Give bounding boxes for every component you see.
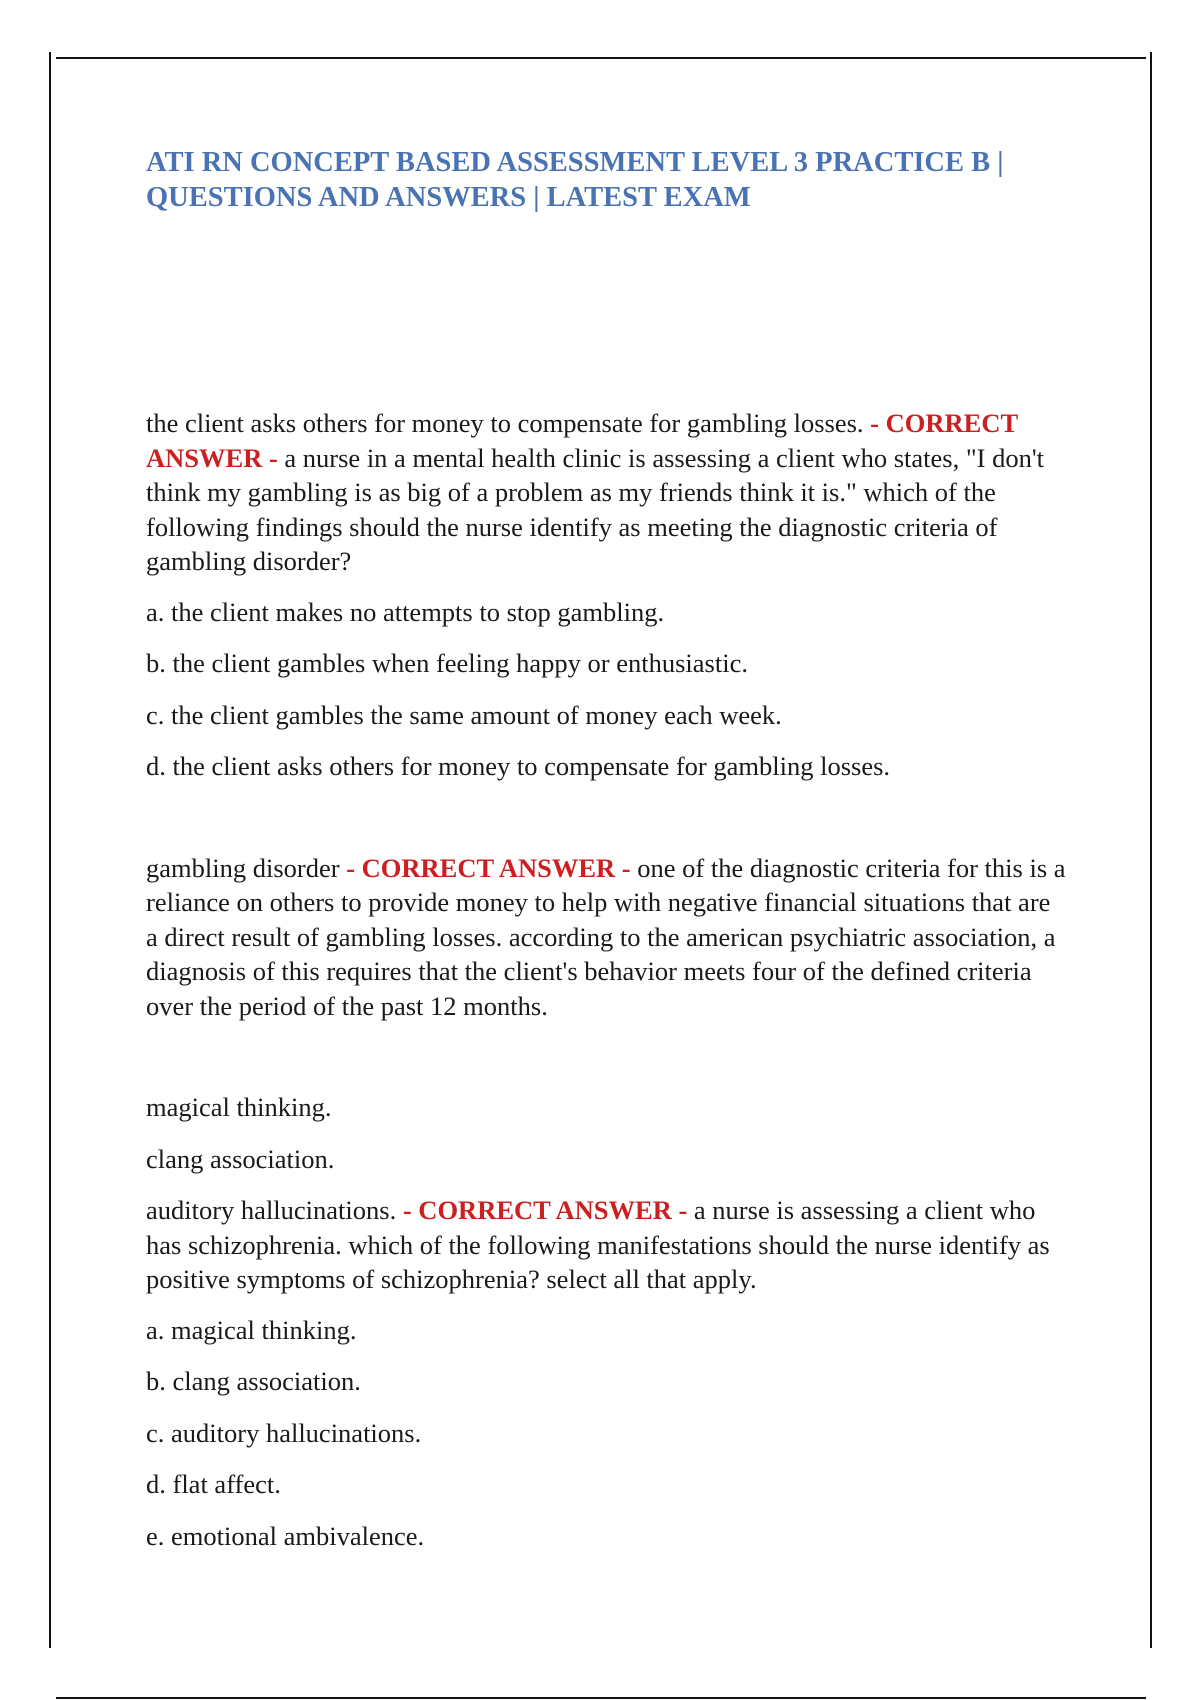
q3-answer-2: clang association. (146, 1143, 335, 1174)
frame-right-border (1150, 52, 1152, 1648)
document-title (146, 145, 1066, 215)
q2-definition: one of the diagnostic criteria for this is a reliance on others to provide money to help with negative financial situations that are a direct result of gambling losses. according to the american psychiatric association, a diagnosis of this requires that the client's behavior meets four of the defined criteria over the period of the past 12 months. (146, 852, 1066, 1021)
q2-correct-answer-marker: - CORRECT ANSWER - (346, 852, 631, 883)
q1-correct-answer-marker: - CORRECT ANSWER - (146, 408, 1018, 473)
q3-option-a: a. magical thinking. (146, 1314, 357, 1345)
q1-option-c: c. the client gambles the same amount of money each week. (146, 699, 782, 730)
q3-question: a nurse is assessing a client who has schizophrenia. which of the following manifestations should the nurse identify as positive symptoms of schizophrenia? select all that apply. (146, 1195, 1050, 1294)
q1-option-a: a. the client makes no attempts to stop gambling. (146, 596, 665, 627)
q1-option-d: d. the client asks others for money to compensate for gambling losses. (146, 751, 891, 781)
q2-term: gambling disorder (146, 852, 340, 883)
q3-paragraph (146, 1193, 1066, 1297)
q1-question: a nurse in a mental health clinic is assessing a client who states, "I don't think my gambling is as big of a problem as my friends think it is." which of the following findings should the nurse identify as meeting the diagnostic criteria of gambling disorder? (146, 442, 1045, 576)
q1-option-b: b. the client gambles when feeling happy or enthusiastic. (146, 648, 748, 678)
frame-left-border (49, 52, 51, 1648)
q3-answer-3: auditory hallucinations. (146, 1195, 397, 1225)
q1-paragraph (146, 406, 1066, 579)
q3-correct-answer-marker: - CORRECT ANSWER - (402, 1195, 688, 1225)
q3-option-c: c. auditory hallucinations. (146, 1417, 422, 1448)
q3-option-b: b. clang association. (146, 1366, 361, 1396)
q3-answer-1: magical thinking. (146, 1092, 332, 1122)
q2-paragraph (146, 851, 1066, 1024)
title-line-2: QUESTIONS AND ANSWERS | LATEST EXAM (146, 182, 751, 213)
q3-option-e: e. emotional ambivalence. (146, 1520, 425, 1551)
title-line-1: ATI RN CONCEPT BASED ASSESSMENT LEVEL 3 PRACTICE B | (146, 147, 1004, 178)
document-body (146, 145, 1066, 1553)
frame-bottom-border (56, 1697, 1146, 1699)
frame-top-border (56, 57, 1146, 59)
q3-option-d: d. flat affect. (146, 1469, 281, 1499)
q1-answer: the client asks others for money to compensate for gambling losses. (146, 408, 864, 438)
